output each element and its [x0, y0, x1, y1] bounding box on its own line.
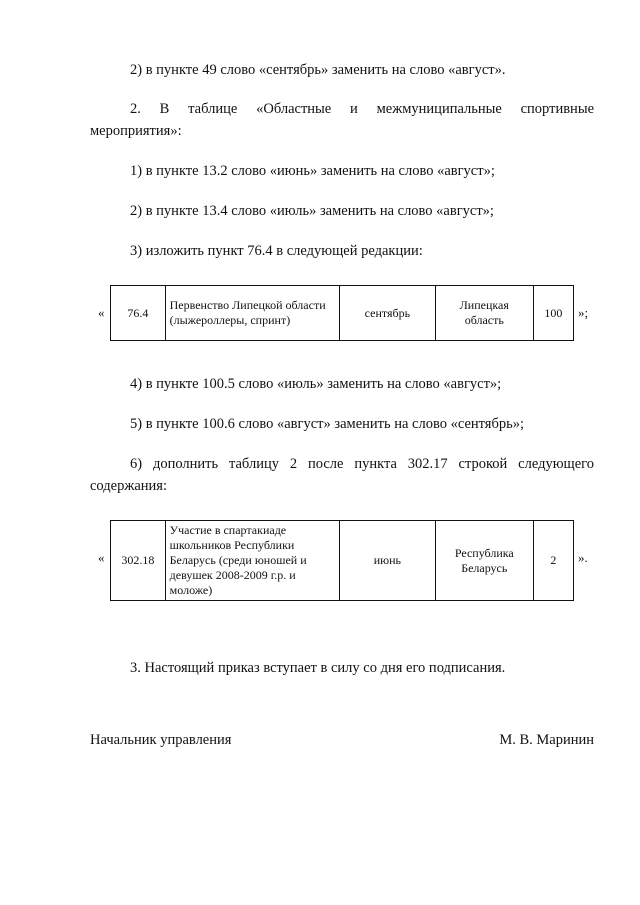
item-100-5-amendment: 4) в пункте 100.5 слово «июль» заменить на слово «август»; [130, 376, 502, 392]
table-row [111, 286, 574, 341]
cell-event-name: Участие в спартакиаде школьников Республики Беларусь (среди юношей и девушек 2008-2009 г.р. и моложе) [165, 521, 339, 601]
cell-place: Липецкая область [435, 286, 533, 341]
section-2-heading-line2: мероприятия»: [90, 123, 182, 139]
item-302-17-addition-line1: 6) дополнить таблицу 2 после пункта 302.17 строкой следующего [130, 456, 594, 472]
cell-number: 76.4 [111, 286, 166, 341]
table-302-18 [110, 520, 574, 601]
signatory-position: Начальник управления [90, 732, 232, 748]
open-quote: « [98, 550, 105, 565]
section-2-heading-line1: 2. В таблице «Областные и межмуниципальные спортивные [130, 101, 594, 117]
table-76-4 [110, 285, 574, 341]
item-13-4-amendment: 2) в пункте 13.4 слово «июль» заменить на слово «август»; [130, 203, 494, 219]
cell-number: 302.18 [111, 521, 166, 601]
item-100-6-amendment: 5) в пункте 100.6 слово «август» заменить на слово «сентябрь»; [130, 416, 524, 432]
cell-month: сентябрь [339, 286, 435, 341]
close-quote: ». [578, 550, 588, 565]
cell-place: Республика Беларусь [435, 521, 533, 601]
replacement-row-76-4 [90, 285, 594, 343]
effective-date-clause: 3. Настоящий приказ вступает в силу со дня его подписания. [130, 660, 506, 676]
signatory-name: М. В. Маринин [499, 732, 594, 748]
open-quote: « [98, 305, 105, 320]
item-49-amendment: 2) в пункте 49 слово «сентябрь» заменить на слово «август». [130, 62, 506, 78]
cell-participants: 2 [533, 521, 573, 601]
item-302-17-addition-line2: содержания: [90, 478, 168, 494]
item-13-2-amendment: 1) в пункте 13.2 слово «июнь» заменить на слово «август»; [130, 163, 495, 179]
cell-event-name: Первенство Липецкой области (лыжероллеры, спринт) [165, 286, 339, 341]
new-row-302-18 [90, 520, 594, 598]
close-quote: »; [578, 305, 589, 320]
cell-participants: 100 [533, 286, 573, 341]
item-76-4-amendment: 3) изложить пункт 76.4 в следующей редакции: [130, 243, 423, 259]
table-row [111, 521, 574, 601]
cell-month: июнь [339, 521, 435, 601]
